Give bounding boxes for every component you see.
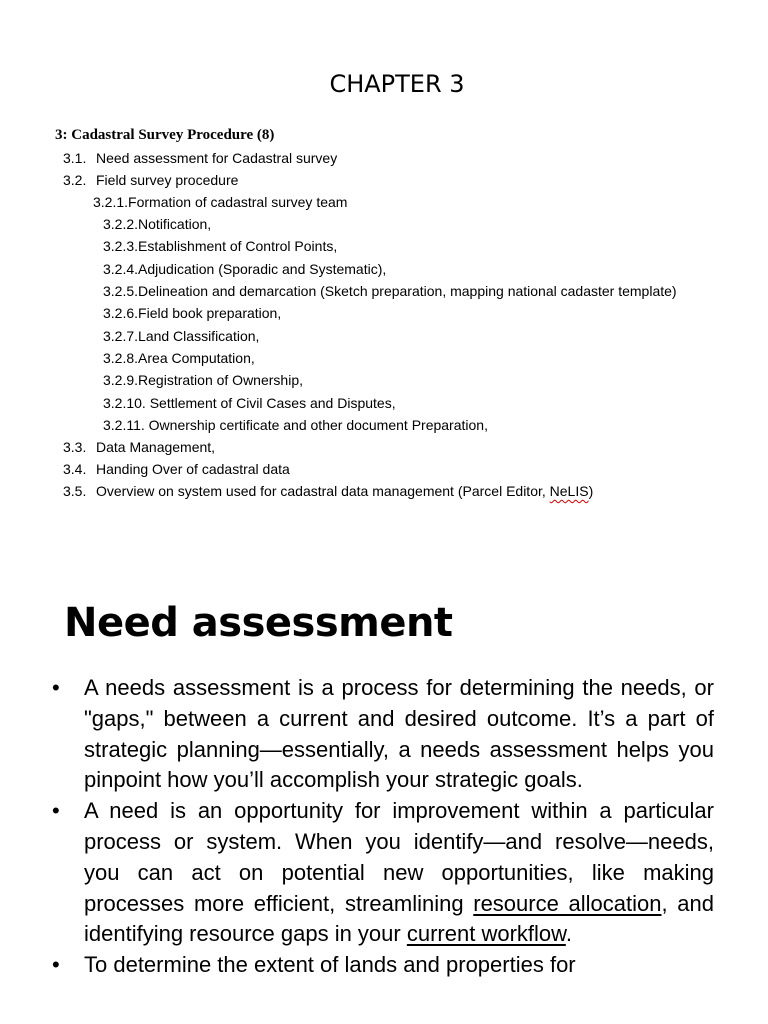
toc-item-text: Need assessment for Cadastral survey: [96, 150, 338, 166]
toc-item: [63, 460, 290, 478]
toc-item-text: Field survey procedure: [96, 172, 239, 188]
bullet-marker: •: [52, 675, 60, 700]
toc-item-number: 3.2.: [63, 172, 87, 188]
toc-item-number: 3.5.: [63, 483, 87, 499]
toc-item: [63, 149, 337, 167]
spellcheck-word: NeLIS: [549, 483, 589, 499]
toc-item: [63, 438, 215, 456]
bullet-item: [50, 796, 714, 950]
toc-heading: 3: Cadastral Survey Procedure (8): [55, 127, 275, 143]
toc-item: 3.2.2.Notification,: [103, 216, 212, 232]
bullet-item: [50, 673, 714, 796]
toc-item-number: 3.3.: [63, 439, 87, 455]
toc-item: 3.2.9.Registration of Ownership,: [103, 372, 303, 388]
toc-item-number: 3.1.: [63, 150, 87, 166]
resource-allocation-link[interactable]: resource allocation: [473, 890, 662, 916]
toc-item: 3.2.6.Field book preparation,: [103, 305, 282, 321]
toc-item: 3.2.3.Establishment of Control Points,: [103, 238, 338, 254]
toc-item: 3.2.5.Delineation and demarcation (Sketch preparation, mapping national cadaster template): [103, 283, 677, 299]
toc-item: 3.2.11. Ownership certificate and other document Preparation,: [103, 417, 488, 433]
bullet-text: , and identifying resource gaps in your: [84, 890, 714, 947]
toc-item: 3.2.8.Area Computation,: [103, 350, 255, 366]
toc-item-tail: ): [588, 483, 594, 499]
bullet-text: A needs assessment is a process for determining the needs, or "gaps," between a current and desired outcome. It’s a part of strategic planning—essentially, a needs assessment helps you pinpoint how you’ll accomplish your strategic goals.: [84, 675, 714, 793]
bullet-marker: •: [52, 798, 60, 824]
chapter-title: CHAPTER 3: [329, 70, 465, 98]
toc-item: [63, 482, 593, 500]
bullet-text: .: [565, 921, 572, 947]
toc-item: 3.2.10. Settlement of Civil Cases and Disputes,: [103, 395, 396, 411]
toc-item-text: Handing Over of cadastral data: [96, 461, 290, 477]
toc-item: 3.2.4.Adjudication (Sporadic and Systematic),: [103, 261, 387, 277]
current-workflow-link[interactable]: current workflow: [406, 921, 566, 947]
bullet-list: [50, 673, 714, 981]
section-title: Need assessment: [64, 600, 453, 646]
toc-item-number: 3.4.: [63, 461, 87, 477]
bullet-text: To determine the extent of lands and properties for: [84, 952, 576, 978]
toc-item: [63, 171, 238, 189]
toc-item-text: Overview on system used for cadastral data management (Parcel Editor,: [96, 483, 550, 499]
toc-item: 3.2.1.Formation of cadastral survey team: [93, 194, 348, 210]
bullet-marker: •: [52, 952, 60, 978]
toc-item-text: Data Management,: [96, 439, 216, 455]
bullet-text: A need is an opportunity for improvement within a particular process or system. When you identify—and resolve—needs, you can act on potential new opportunities, like making processes more efficient, streamlining: [84, 798, 714, 916]
bullet-item: [50, 950, 714, 981]
toc-item: 3.2.7.Land Classification,: [103, 328, 260, 344]
